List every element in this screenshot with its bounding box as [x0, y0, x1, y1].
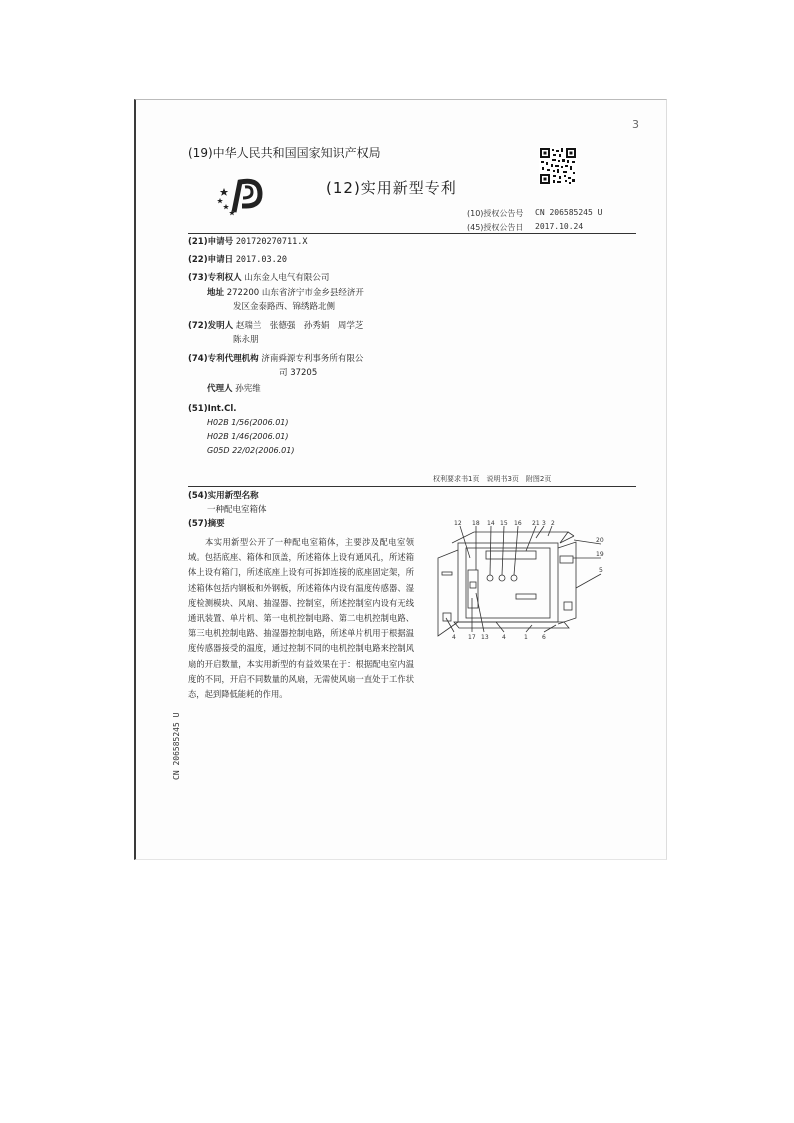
qr-code-icon: [539, 147, 577, 185]
agent: 孙宪维: [235, 384, 261, 394]
side-publication-number: CN 206585245 U: [172, 712, 181, 780]
app-date: 2017.03.20: [235, 255, 287, 265]
figure-label: 4: [502, 634, 506, 641]
header-divider: [188, 233, 636, 234]
figure-label: 5: [599, 567, 603, 574]
inventors-line-1: 赵瑞兰 张德强 孙秀娟 周学芝: [235, 321, 364, 331]
utility-model-title: 一种配电室箱体: [207, 505, 267, 515]
address-line-1: 272200 山东省济宁市金乡县经济开: [226, 288, 364, 298]
figure-label: 3: [542, 520, 546, 527]
figure-label: 19: [596, 551, 604, 558]
figure-label: 18: [472, 520, 480, 527]
document-type: (12)实用新型专利: [326, 179, 457, 197]
ipc-code: H02B 1/46(2006.01): [207, 432, 289, 441]
agent-label: 代理人: [207, 384, 233, 394]
figure-label: 17: [468, 634, 476, 641]
agency-line-1: 济南舜源专利事务所有限公: [261, 354, 364, 364]
abstract-label: (57)摘要: [188, 519, 225, 529]
figure-label: 14: [487, 520, 495, 527]
abstract-text: 本实用新型公开了一种配电室箱体，主要涉及配电室领域。包括底座、箱体和顶盖，所述箱体上设有通风孔，所述箱体上设有箱门，所述底座上设有可拆卸连接的底座固定架，所述箱体包括内钢板和外钢板，所述箱体内设有温度传感器、湿度检测模块、风扇、抽湿器、控制室，所述控制室内设有无线通讯装置、单片机、第一电机控制电路、第二电机控制电路、第三电机控制电路、抽湿器控制电路，所述单片机用于根据温度传感器接受的温度，通过控制不同的电机控制电路来控制风扇的开启数量，本实用新型的有益效果在于：根据配电室内温度的不同，开启不同数量的风扇，无需使风扇一直处于工作状态，起到降低能耗的作用。: [188, 537, 414, 700]
ipc-code: G05D 22/02(2006.01): [207, 446, 295, 455]
figure-label: 1: [524, 634, 528, 641]
figure-label: 4: [452, 634, 456, 641]
title-label: (54)实用新型名称: [188, 491, 259, 501]
inventors-label: (72)发明人: [188, 321, 234, 331]
agency-label: (74)专利代理机构: [188, 354, 259, 364]
patent-page: [134, 99, 667, 860]
page-counts: 权利要求书1页 说明书3页 附图2页: [433, 475, 552, 483]
app-no: 201720270711.X: [235, 237, 308, 247]
pub-number-label: (10)授权公告号: [467, 209, 524, 218]
ipc-code: H02B 1/56(2006.01): [207, 418, 289, 427]
figure-label: 13: [481, 634, 489, 641]
figure-label: 21: [532, 520, 540, 527]
address-line-2: 发区金泰路西、锦绣路北侧: [233, 302, 336, 312]
office-name: (19)中华人民共和国国家知识产权局: [188, 146, 381, 160]
app-date-label: (22)申请日: [188, 255, 234, 265]
pub-date-label: (45)授权公告日: [467, 223, 524, 232]
patentee-label: (73)专利权人: [188, 273, 242, 283]
pub-date: 2017.10.24: [535, 222, 584, 231]
pub-number: CN 206585245 U: [535, 208, 603, 217]
figure-label: 6: [542, 634, 546, 641]
figure-label: 15: [500, 520, 508, 527]
app-no-label: (21)申请号: [188, 237, 234, 247]
cnipa-logo: [216, 176, 268, 216]
inventors-line-2: 陈永朋: [233, 335, 259, 345]
figure-label: 16: [514, 520, 522, 527]
address-label: 地址: [207, 288, 225, 298]
figure-label: 2: [551, 520, 555, 527]
figure-label: 20: [596, 537, 604, 544]
patentee: 山东金人电气有限公司: [244, 273, 330, 283]
corner-mark: 3: [632, 118, 639, 131]
agency-line-2: 司 37205: [279, 368, 318, 378]
abstract-figure: [436, 518, 611, 643]
section-divider: [188, 486, 636, 487]
figure-label: 12: [454, 520, 462, 527]
int-cl-label: (51)Int.Cl.: [188, 404, 237, 414]
